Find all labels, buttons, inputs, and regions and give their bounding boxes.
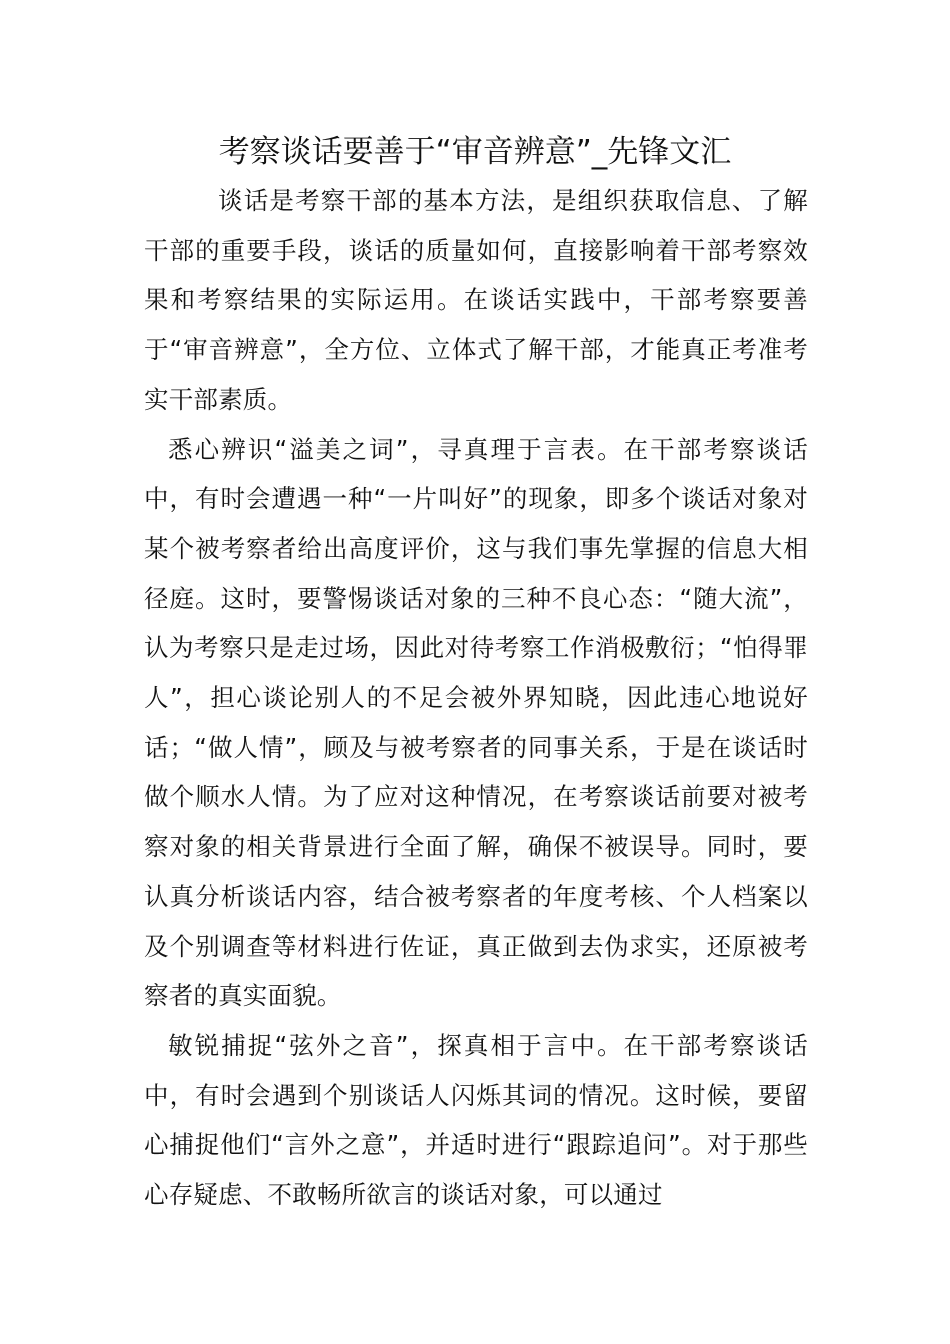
paragraph-intro: 谈话是考察干部的基本方法，是组织获取信息、了解干部的重要手段，谈话的质量如何，直接影响着干部考察效果和考察结果的实际运用。在谈话实践中，干部考察要善于“审音辨意”，全方位、立体式了解干部，才能真正考准考实干部素质。 <box>144 186 808 414</box>
paragraph-subtext: 敏锐捕捉“弦外之音”，探真相于言中。在干部考察谈话中，有时会遇到个别谈话人闪烁其词的情况。这时候，要留心捕捉他们“言外之意”，并适时进行“跟踪追问”。对于那些心存疑虑、不敢畅所欲言的谈话对象，可以通过 <box>144 1030 808 1210</box>
document-title: 考察谈话要善于“审音辨意”_先锋文汇 <box>218 134 732 170</box>
document-body <box>144 176 808 1220</box>
paragraph-flattery: 悉心辨识“溢美之词”，寻真理于言表。在干部考察谈话中，有时会遭遇一种“一片叫好”的现象，即多个谈话对象对某个被考察者给出高度评价，这与我们事先掌握的信息大相径庭。这时，要警惕谈话对象的三种不良心态：“随大流”，认为考察只是走过场，因此对待考察工作消极敷衍；“怕得罪人”，担心谈论别人的不足会被外界知晓，因此违心地说好话；“做人情”，顾及与被考察者的同事关系，于是在谈话时做个顺水人情。为了应对这种情况，在考察谈话前要对被考察对象的相关背景进行全面了解，确保不被误导。同时，要认真分析谈话内容，结合被考察者的年度考核、个人档案以及个别调查等材料进行佐证，真正做到去伪求实，还原被考察者的真实面貌。 <box>144 434 808 1011</box>
